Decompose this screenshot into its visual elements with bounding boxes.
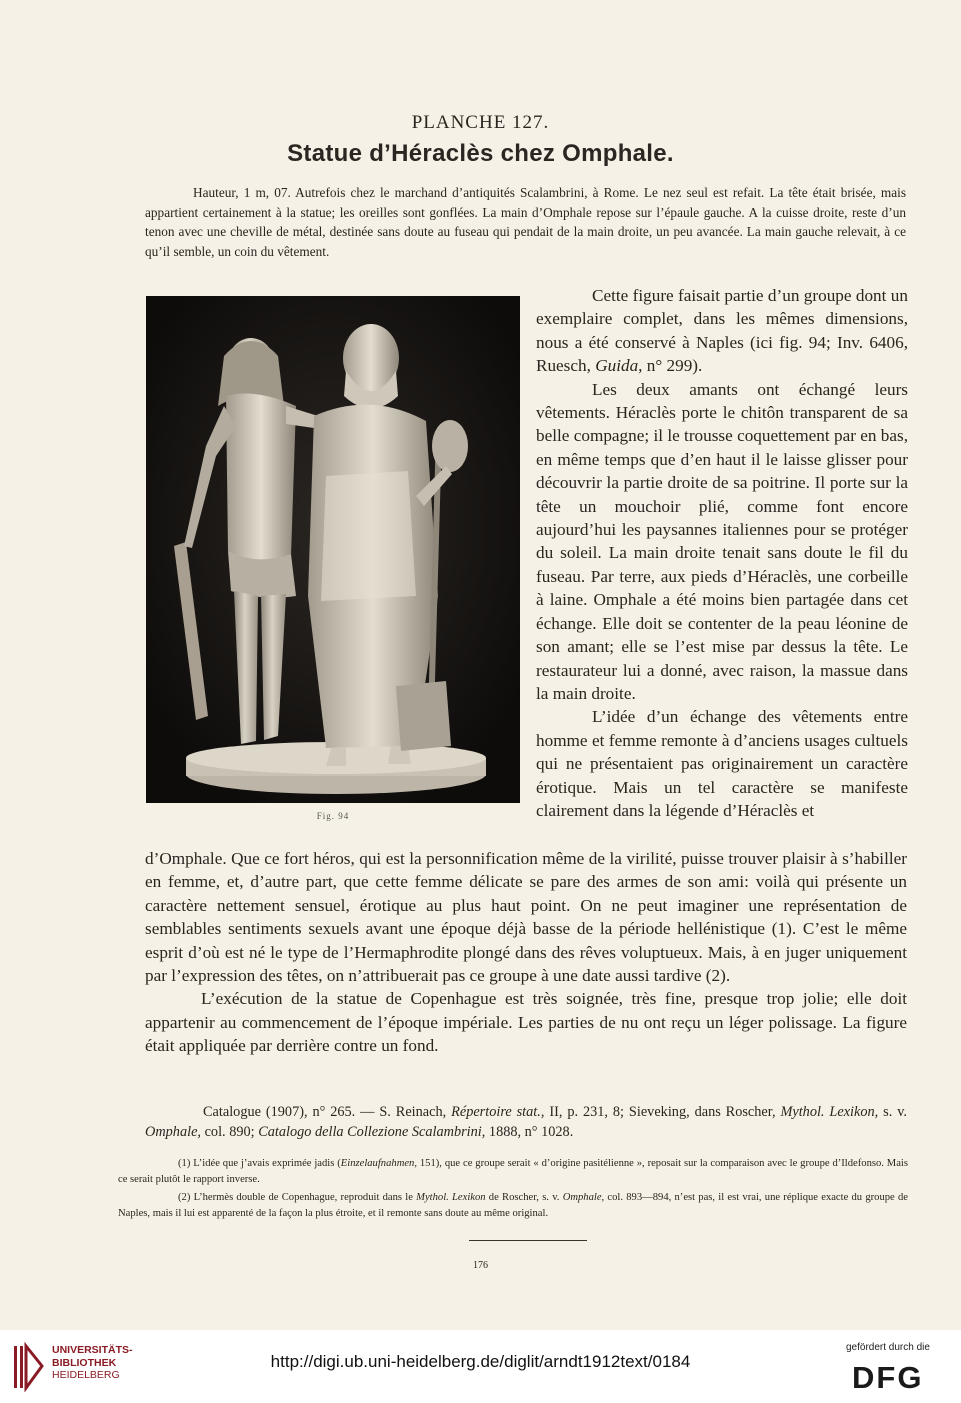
paragraph: L’exécution de la statue de Copenhague est très soignée, très fine, presque trop jolie; elle doit appartenir au commencement de l’époque impériale. Les parties de nu ont reçu un léger polissage. La figure était appliquée par derrière contre un fond. <box>145 989 907 1056</box>
statue-photograph <box>146 296 520 803</box>
footer-bar <box>0 1330 961 1403</box>
page-title: Statue d’Héraclès chez Omphale. <box>287 140 674 167</box>
university-library-name: UNIVERSITÄTS- BIBLIOTHEK HEIDELBERG <box>52 1344 133 1381</box>
footnote-2: (2) L’hermès double de Copenhague, reproduit dans le Mythol. Lexikon de Roscher, s. v. Omphale, col. 893—894, n’est pas, il est vrai, une réplique exacte du groupe de Naples, mais il lui est apparenté de la façon la plus étroite, et il remonte sans doute au même original. <box>118 1192 908 1219</box>
paragraph: Les deux amants ont échangé leurs vêtements. Héraclès porte le chitôn transparent de sa belle compagne; il le trousse coquettement par en bas, en même temps que d’en haut il le laisse glisser pour découvrir la partie droite de sa poitrine. Il porte sur la tête un mouchoir plié, comme font encore aujourd’hui les paysannes italiennes pour se protéger du soleil. La main droite tenait sans doute le fil du fuseau. Par terre, aux pieds d’Héraclès, une corbeille à laine. Omphale a été moins bien partagée dans cet échange. Elle doit se contenter de la peau léonine de son amant; elle se l’est mise par dessus la tête. Le restaurateur lui a donné, avec raison, la massue dans la main droite. <box>536 379 908 703</box>
right-column-text <box>536 284 908 822</box>
catalogue-references: Catalogue (1907), n° 265. — S. Reinach, Répertoire stat., II, p. 231, 8; Sieveking, dans Roscher, Mythol. Lexikon, s. v. Omphale, col. 890; Catalogo della Collezione Scalambrini, 1888, n° 1028. <box>145 1104 907 1140</box>
figure-caption: Fig. 94 <box>316 811 350 821</box>
paragraph: Cette figure faisait partie d’un groupe dont un exemplaire complet, dans les mêmes dimensions, nous a été conservé à Naples (ici fig. 94; Inv. 6406, Ruesch, Guida, n° 299). <box>536 286 908 376</box>
footnote-1: (1) L’idée que j’avais exprimée jadis (Einzelaufnahmen, 151), que ce groupe serait « d’origine pasitélienne », reposait sur la comparaison avec le groupe d’Ildefonso. Mais ce serait plutôt le rapport inverse. <box>118 1158 908 1185</box>
page-number: 176 <box>473 1260 488 1271</box>
paragraph: L’idée d’un échange des vêtements entre homme et femme remonte à d’anciens usages cultuels qui ne présentaient pas originairement un caractère érotique. Mais un tel caractère se manifeste clairement dans la légende d’Héraclès et <box>536 707 908 820</box>
dfg-logo[interactable]: DFG <box>852 1360 924 1395</box>
statue-image <box>146 296 520 803</box>
intro-paragraph: Hauteur, 1 m, 07. Autrefois chez le marchand d’antiquités Scalambrini, à Rome. Le nez seul est refait. La tête était brisée, mais appartient certainement à la statue; les oreilles sont gonflées. La main d’Omphale repose sur l’épaule gauche. A la cuisse droite, reste d’un tenon avec une cheville de métal, destinée sans doute au fuseau qui pendait de la main droite, un peu avancée. La main gauche relevait, à ce qu’il semble, un coin du vêtement. <box>145 185 906 259</box>
funding-label: gefördert durch die <box>846 1342 930 1353</box>
footnotes <box>118 1156 908 1224</box>
permalink-url[interactable]: http://digi.ub.uni-heidelberg.de/diglit/arndt1912text/0184 <box>270 1352 691 1371</box>
plate-number: PLANCHE 127. <box>411 112 550 133</box>
paragraph: d’Omphale. Que ce fort héros, qui est la personnification même de la virilité, puisse trouver plaisir à s’habiller en femme, et, d’autre part, que cette femme délicate se pare des armes de son ami: voilà qui présente un caractère nettement sensuel, érotique au plus haut point. On ne peut imaginer une représentation de semblables sentiments sexuels avant une époque déjà basse de la période hellénistique (1). C’est le même esprit d’où est né le type de l’Hermaphrodite plongé dans des rêves voluptueux. Mais, à en juger uniquement par l’expression des têtes, on n’attribuerait pas ce groupe à une date aussi tardive (2). <box>145 849 907 986</box>
full-width-text <box>145 847 907 1058</box>
divider-rule <box>469 1240 587 1241</box>
